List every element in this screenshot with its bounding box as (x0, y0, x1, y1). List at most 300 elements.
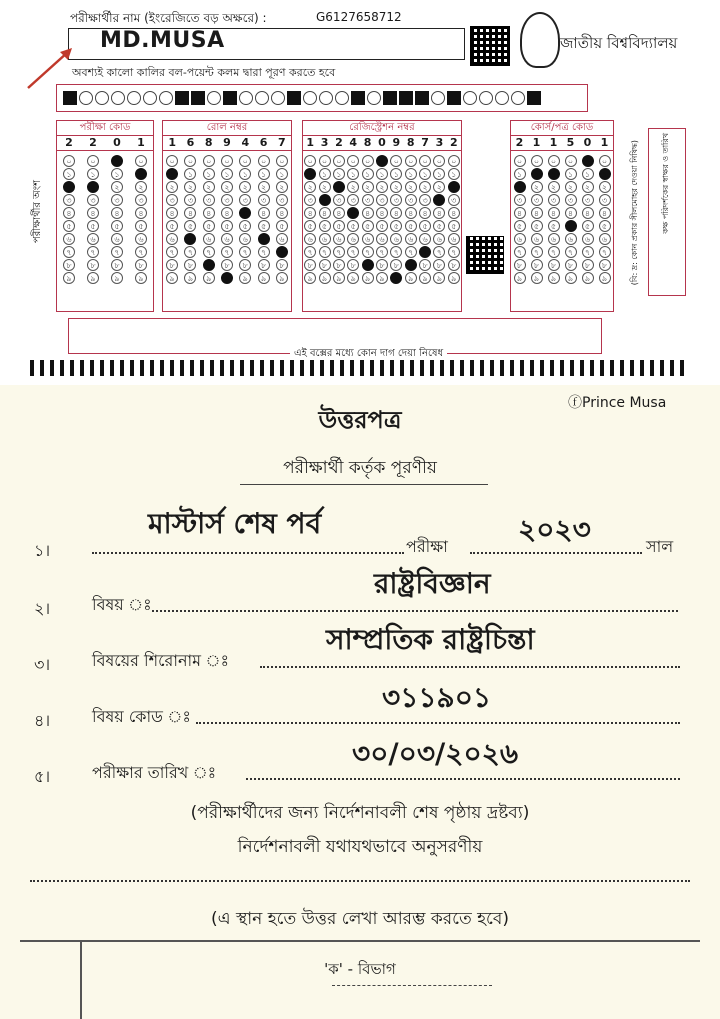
answer-bubble[interactable]: ৩ (221, 194, 233, 206)
answer-bubble[interactable]: ০ (362, 155, 374, 167)
bubble-column[interactable] (184, 155, 196, 284)
answer-bubble[interactable]: ২ (239, 181, 251, 193)
answer-bubble[interactable]: ১ (448, 168, 460, 180)
answer-bubble[interactable]: ৪ (390, 207, 402, 219)
answer-bubble[interactable]: ৮ (258, 259, 270, 271)
answer-bubble[interactable]: ৭ (184, 246, 196, 258)
answer-bubble[interactable]: ১ (376, 168, 388, 180)
answer-bubble[interactable]: ৫ (599, 220, 611, 232)
answer-bubble[interactable]: ০ (63, 155, 75, 167)
answer-bubble[interactable]: ৪ (63, 207, 75, 219)
answer-bubble[interactable]: ৩ (63, 194, 75, 206)
answer-bubble[interactable]: ৩ (514, 194, 526, 206)
answer-bubble[interactable]: ৫ (548, 220, 560, 232)
answer-bubble[interactable]: ২ (599, 181, 611, 193)
bubble-column[interactable] (166, 155, 178, 284)
answer-bubble[interactable]: ০ (166, 155, 178, 167)
answer-bubble[interactable]: ৩ (582, 194, 594, 206)
answer-bubble[interactable]: ৯ (166, 272, 178, 284)
answer-bubble[interactable]: ৬ (548, 233, 560, 245)
answer-bubble[interactable]: ৯ (405, 272, 417, 284)
answer-bubble[interactable]: ৩ (448, 194, 460, 206)
bubble-grid[interactable] (303, 151, 461, 284)
answer-bubble[interactable]: ১ (203, 168, 215, 180)
answer-bubble[interactable]: ৪ (184, 207, 196, 219)
bubble-column[interactable] (221, 155, 233, 284)
answer-bubble[interactable]: ৮ (362, 259, 374, 271)
answer-bubble[interactable]: ২ (531, 181, 543, 193)
answer-bubble[interactable]: ৯ (87, 272, 99, 284)
answer-bubble[interactable]: ৩ (565, 194, 577, 206)
answer-bubble[interactable]: ৫ (433, 220, 445, 232)
bubble-grid[interactable] (511, 151, 613, 284)
answer-bubble[interactable]: ৮ (531, 259, 543, 271)
answer-bubble[interactable]: ৪ (135, 207, 147, 219)
answer-bubble[interactable]: ০ (390, 155, 402, 167)
bubble-column[interactable] (419, 155, 431, 284)
answer-bubble[interactable]: ৩ (203, 194, 215, 206)
answer-bubble[interactable]: ১ (258, 168, 270, 180)
answer-bubble[interactable]: ০ (276, 155, 288, 167)
answer-bubble[interactable]: ৪ (419, 207, 431, 219)
answer-bubble[interactable]: ২ (63, 181, 75, 193)
answer-bubble[interactable]: ৮ (582, 259, 594, 271)
answer-bubble[interactable]: ৫ (304, 220, 316, 232)
answer-bubble[interactable]: ৮ (390, 259, 402, 271)
answer-bubble[interactable]: ৪ (599, 207, 611, 219)
answer-bubble[interactable]: ৩ (184, 194, 196, 206)
answer-bubble[interactable]: ৫ (405, 220, 417, 232)
answer-bubble[interactable]: ২ (87, 181, 99, 193)
answer-bubble[interactable]: ০ (514, 155, 526, 167)
bubble-column[interactable] (239, 155, 251, 284)
answer-bubble[interactable]: ৪ (448, 207, 460, 219)
answer-bubble[interactable]: ০ (87, 155, 99, 167)
answer-bubble[interactable]: ৫ (514, 220, 526, 232)
answer-bubble[interactable]: ০ (203, 155, 215, 167)
answer-bubble[interactable]: ৮ (166, 259, 178, 271)
answer-bubble[interactable]: ৮ (221, 259, 233, 271)
answer-bubble[interactable]: ৩ (87, 194, 99, 206)
course-code-grid[interactable] (510, 120, 614, 312)
answer-bubble[interactable]: ১ (319, 168, 331, 180)
answer-bubble[interactable]: ৬ (565, 233, 577, 245)
answer-bubble[interactable]: ০ (304, 155, 316, 167)
answer-bubble[interactable]: ৪ (239, 207, 251, 219)
answer-bubble[interactable]: ৪ (304, 207, 316, 219)
answer-bubble[interactable]: ৬ (599, 233, 611, 245)
answer-bubble[interactable]: ৫ (166, 220, 178, 232)
answer-bubble[interactable]: ২ (221, 181, 233, 193)
answer-bubble[interactable]: ৯ (599, 272, 611, 284)
answer-bubble[interactable]: ৬ (531, 233, 543, 245)
answer-bubble[interactable]: ২ (514, 181, 526, 193)
answer-bubble[interactable]: ২ (565, 181, 577, 193)
answer-bubble[interactable]: ৩ (239, 194, 251, 206)
answer-bubble[interactable]: ৭ (347, 246, 359, 258)
answer-bubble[interactable]: ৬ (362, 233, 374, 245)
answer-bubble[interactable]: ৩ (111, 194, 123, 206)
answer-bubble[interactable]: ২ (582, 181, 594, 193)
answer-bubble[interactable]: ৭ (582, 246, 594, 258)
answer-bubble[interactable]: ৭ (599, 246, 611, 258)
answer-bubble[interactable]: ২ (347, 181, 359, 193)
answer-bubble[interactable]: ৫ (258, 220, 270, 232)
answer-bubble[interactable]: ১ (548, 168, 560, 180)
answer-bubble[interactable]: ৭ (531, 246, 543, 258)
answer-bubble[interactable]: ৮ (87, 259, 99, 271)
answer-bubble[interactable]: ০ (111, 155, 123, 167)
answer-bubble[interactable]: ৯ (376, 272, 388, 284)
answer-bubble[interactable]: ২ (304, 181, 316, 193)
answer-bubble[interactable]: ৭ (565, 246, 577, 258)
answer-bubble[interactable]: ০ (419, 155, 431, 167)
answer-bubble[interactable]: ৯ (304, 272, 316, 284)
answer-bubble[interactable]: ৩ (166, 194, 178, 206)
bubble-column[interactable] (514, 155, 526, 284)
answer-bubble[interactable]: ৭ (239, 246, 251, 258)
bubble-column[interactable] (276, 155, 288, 284)
answer-bubble[interactable]: ৫ (390, 220, 402, 232)
answer-bubble[interactable]: ০ (184, 155, 196, 167)
answer-bubble[interactable]: ৫ (203, 220, 215, 232)
answer-bubble[interactable]: ৪ (221, 207, 233, 219)
bubble-column[interactable] (347, 155, 359, 284)
answer-bubble[interactable]: ৫ (362, 220, 374, 232)
answer-bubble[interactable]: ৭ (63, 246, 75, 258)
answer-bubble[interactable]: ৯ (319, 272, 331, 284)
answer-bubble[interactable]: ৯ (390, 272, 402, 284)
answer-bubble[interactable]: ৭ (203, 246, 215, 258)
bubble-column[interactable] (319, 155, 331, 284)
answer-bubble[interactable]: ০ (582, 155, 594, 167)
bubble-column[interactable] (87, 155, 99, 284)
answer-bubble[interactable]: ৮ (239, 259, 251, 271)
answer-bubble[interactable]: ৫ (376, 220, 388, 232)
answer-bubble[interactable]: ৭ (390, 246, 402, 258)
bubble-column[interactable] (599, 155, 611, 284)
answer-bubble[interactable]: ৬ (582, 233, 594, 245)
answer-bubble[interactable]: ৯ (531, 272, 543, 284)
bubble-grid[interactable] (57, 151, 153, 284)
answer-bubble[interactable]: ২ (166, 181, 178, 193)
answer-bubble[interactable]: ৬ (63, 233, 75, 245)
answer-bubble[interactable]: ৭ (362, 246, 374, 258)
answer-bubble[interactable]: ৯ (63, 272, 75, 284)
answer-bubble[interactable]: ০ (376, 155, 388, 167)
answer-bubble[interactable]: ৯ (582, 272, 594, 284)
answer-bubble[interactable]: ৪ (565, 207, 577, 219)
answer-bubble[interactable]: ৫ (448, 220, 460, 232)
answer-bubble[interactable]: ২ (390, 181, 402, 193)
answer-bubble[interactable]: ৯ (221, 272, 233, 284)
answer-bubble[interactable]: ৫ (531, 220, 543, 232)
answer-bubble[interactable]: ৪ (405, 207, 417, 219)
answer-bubble[interactable]: ৬ (333, 233, 345, 245)
answer-bubble[interactable]: ১ (362, 168, 374, 180)
answer-bubble[interactable]: ৪ (362, 207, 374, 219)
subject-code-value[interactable]: ৩১১৯০১ (382, 681, 492, 714)
answer-bubble[interactable]: ৮ (433, 259, 445, 271)
subject-title-value[interactable]: সাম্প্রতিক রাষ্ট্রচিন্তা (326, 623, 535, 656)
answer-bubble[interactable]: ৫ (333, 220, 345, 232)
answer-bubble[interactable]: ০ (221, 155, 233, 167)
answer-bubble[interactable]: ৬ (166, 233, 178, 245)
answer-bubble[interactable]: ১ (304, 168, 316, 180)
answer-bubble[interactable]: ০ (448, 155, 460, 167)
answer-bubble[interactable]: ৮ (376, 259, 388, 271)
answer-bubble[interactable]: ৩ (433, 194, 445, 206)
answer-bubble[interactable]: ২ (405, 181, 417, 193)
answer-bubble[interactable]: ০ (333, 155, 345, 167)
answer-bubble[interactable]: ১ (135, 168, 147, 180)
answer-bubble[interactable]: ৬ (111, 233, 123, 245)
answer-bubble[interactable]: ০ (548, 155, 560, 167)
answer-bubble[interactable]: ৫ (419, 220, 431, 232)
answer-bubble[interactable]: ০ (135, 155, 147, 167)
answer-bubble[interactable]: ৬ (514, 233, 526, 245)
answer-bubble[interactable]: ০ (258, 155, 270, 167)
answer-bubble[interactable]: ৪ (531, 207, 543, 219)
answer-bubble[interactable]: ০ (565, 155, 577, 167)
answer-bubble[interactable]: ৩ (347, 194, 359, 206)
bubble-column[interactable] (390, 155, 402, 284)
answer-bubble[interactable]: ৫ (221, 220, 233, 232)
answer-bubble[interactable]: ৯ (258, 272, 270, 284)
answer-bubble[interactable]: ২ (319, 181, 331, 193)
answer-bubble[interactable]: ৩ (531, 194, 543, 206)
answer-bubble[interactable]: ৯ (184, 272, 196, 284)
bubble-column[interactable] (362, 155, 374, 284)
answer-bubble[interactable]: ৪ (333, 207, 345, 219)
answer-bubble[interactable]: ৩ (135, 194, 147, 206)
bubble-column[interactable] (448, 155, 460, 284)
answer-bubble[interactable]: ৭ (258, 246, 270, 258)
answer-bubble[interactable]: ৯ (333, 272, 345, 284)
answer-bubble[interactable]: ৭ (87, 246, 99, 258)
answer-bubble[interactable]: ১ (111, 168, 123, 180)
bubble-column[interactable] (111, 155, 123, 284)
answer-bubble[interactable]: ৮ (276, 259, 288, 271)
answer-bubble[interactable]: ৮ (184, 259, 196, 271)
answer-bubble[interactable]: ২ (362, 181, 374, 193)
exam-date-value[interactable]: ৩০/০৩/২০২৬ (352, 737, 519, 770)
bubble-column[interactable] (582, 155, 594, 284)
answer-bubble[interactable]: ৮ (347, 259, 359, 271)
answer-bubble[interactable]: ৭ (166, 246, 178, 258)
subject-value[interactable]: রাষ্ট্রবিজ্ঞান (374, 567, 491, 600)
answer-bubble[interactable]: ৭ (433, 246, 445, 258)
answer-bubble[interactable]: ৫ (63, 220, 75, 232)
answer-bubble[interactable]: ০ (239, 155, 251, 167)
answer-bubble[interactable]: ২ (548, 181, 560, 193)
answer-bubble[interactable]: ৩ (258, 194, 270, 206)
answer-bubble[interactable]: ৫ (135, 220, 147, 232)
answer-bubble[interactable]: ৭ (333, 246, 345, 258)
answer-bubble[interactable]: ২ (135, 181, 147, 193)
answer-bubble[interactable]: ৬ (184, 233, 196, 245)
answer-bubble[interactable]: ৯ (448, 272, 460, 284)
answer-bubble[interactable]: ৭ (514, 246, 526, 258)
answer-bubble[interactable]: ২ (333, 181, 345, 193)
answer-bubble[interactable]: ৯ (514, 272, 526, 284)
answer-bubble[interactable]: ১ (582, 168, 594, 180)
answer-bubble[interactable]: ৬ (258, 233, 270, 245)
answer-bubble[interactable]: ৪ (514, 207, 526, 219)
answer-bubble[interactable]: ৮ (333, 259, 345, 271)
answer-bubble[interactable]: ৫ (87, 220, 99, 232)
answer-bubble[interactable]: ৬ (276, 233, 288, 245)
bubble-column[interactable] (565, 155, 577, 284)
answer-bubble[interactable]: ০ (347, 155, 359, 167)
answer-bubble[interactable]: ৪ (433, 207, 445, 219)
answer-bubble[interactable]: ৪ (376, 207, 388, 219)
answer-bubble[interactable]: ১ (405, 168, 417, 180)
answer-bubble[interactable]: ২ (258, 181, 270, 193)
answer-bubble[interactable]: ৩ (333, 194, 345, 206)
roll-number-grid[interactable] (162, 120, 292, 312)
answer-bubble[interactable]: ৮ (304, 259, 316, 271)
answer-bubble[interactable]: ২ (376, 181, 388, 193)
answer-bubble[interactable]: ৯ (419, 272, 431, 284)
exam-name-value[interactable]: মাস্টার্স শেষ পর্ব (148, 507, 322, 540)
bubble-column[interactable] (203, 155, 215, 284)
answer-bubble[interactable]: ৮ (548, 259, 560, 271)
answer-bubble[interactable]: ৩ (405, 194, 417, 206)
answer-bubble[interactable]: ৯ (203, 272, 215, 284)
answer-bubble[interactable]: ৭ (135, 246, 147, 258)
answer-bubble[interactable]: ৫ (565, 220, 577, 232)
answer-bubble[interactable]: ৭ (221, 246, 233, 258)
answer-bubble[interactable]: ৬ (433, 233, 445, 245)
answer-bubble[interactable]: ৯ (565, 272, 577, 284)
bubble-column[interactable] (376, 155, 388, 284)
answer-bubble[interactable]: ৭ (405, 246, 417, 258)
answer-bubble[interactable]: ৭ (276, 246, 288, 258)
bubble-column[interactable] (63, 155, 75, 284)
answer-bubble[interactable]: ৪ (258, 207, 270, 219)
answer-bubble[interactable]: ৫ (111, 220, 123, 232)
answer-bubble[interactable]: ৮ (405, 259, 417, 271)
answer-bubble[interactable]: ২ (203, 181, 215, 193)
answer-bubble[interactable]: ৬ (390, 233, 402, 245)
bubble-column[interactable] (433, 155, 445, 284)
answer-bubble[interactable]: ৫ (319, 220, 331, 232)
bubble-column[interactable] (304, 155, 316, 284)
answer-bubble[interactable]: ৬ (203, 233, 215, 245)
answer-bubble[interactable]: ১ (276, 168, 288, 180)
answer-bubble[interactable]: ৪ (87, 207, 99, 219)
answer-bubble[interactable]: ১ (390, 168, 402, 180)
answer-bubble[interactable]: ৭ (111, 246, 123, 258)
answer-bubble[interactable]: ৮ (111, 259, 123, 271)
answer-bubble[interactable]: ৮ (135, 259, 147, 271)
answer-bubble[interactable]: ১ (87, 168, 99, 180)
answer-bubble[interactable]: ০ (433, 155, 445, 167)
answer-bubble[interactable]: ৪ (166, 207, 178, 219)
answer-bubble[interactable]: ৩ (304, 194, 316, 206)
bubble-column[interactable] (531, 155, 543, 284)
answer-bubble[interactable]: ১ (565, 168, 577, 180)
answer-bubble[interactable]: ৮ (63, 259, 75, 271)
answer-bubble[interactable]: ৫ (239, 220, 251, 232)
answer-bubble[interactable]: ৬ (135, 233, 147, 245)
answer-bubble[interactable]: ০ (405, 155, 417, 167)
answer-bubble[interactable]: ৫ (276, 220, 288, 232)
answer-bubble[interactable]: ৬ (239, 233, 251, 245)
answer-bubble[interactable]: ৩ (548, 194, 560, 206)
exam-year-value[interactable]: ২০২৩ (518, 513, 591, 546)
answer-bubble[interactable]: ৮ (319, 259, 331, 271)
registration-number-grid[interactable] (302, 120, 462, 312)
answer-bubble[interactable]: ১ (514, 168, 526, 180)
answer-bubble[interactable]: ২ (433, 181, 445, 193)
answer-bubble[interactable]: ৮ (565, 259, 577, 271)
answer-bubble[interactable]: ১ (333, 168, 345, 180)
answer-bubble[interactable]: ১ (184, 168, 196, 180)
answer-bubble[interactable]: ৯ (135, 272, 147, 284)
bubble-column[interactable] (258, 155, 270, 284)
answer-bubble[interactable]: ২ (419, 181, 431, 193)
answer-bubble[interactable]: ৪ (111, 207, 123, 219)
answer-bubble[interactable]: ১ (221, 168, 233, 180)
answer-bubble[interactable]: ৬ (376, 233, 388, 245)
answer-bubble[interactable]: ৯ (347, 272, 359, 284)
exam-code-grid[interactable] (56, 120, 154, 312)
answer-bubble[interactable]: ০ (319, 155, 331, 167)
answer-bubble[interactable]: ৬ (304, 233, 316, 245)
answer-bubble[interactable]: ০ (599, 155, 611, 167)
answer-bubble[interactable]: ৬ (347, 233, 359, 245)
answer-bubble[interactable]: ২ (111, 181, 123, 193)
answer-bubble[interactable]: ১ (433, 168, 445, 180)
answer-bubble[interactable]: ৮ (448, 259, 460, 271)
answer-bubble[interactable]: ২ (184, 181, 196, 193)
answer-bubble[interactable]: ৪ (582, 207, 594, 219)
answer-bubble[interactable]: ৯ (239, 272, 251, 284)
answer-bubble[interactable]: ৩ (390, 194, 402, 206)
answer-bubble[interactable]: ৯ (111, 272, 123, 284)
answer-bubble[interactable]: ৭ (419, 246, 431, 258)
answer-bubble[interactable]: ১ (599, 168, 611, 180)
answer-bubble[interactable]: ১ (531, 168, 543, 180)
answer-bubble[interactable]: ০ (531, 155, 543, 167)
answer-bubble[interactable]: ৩ (419, 194, 431, 206)
answer-bubble[interactable]: ৮ (419, 259, 431, 271)
answer-bubble[interactable]: ৭ (304, 246, 316, 258)
answer-bubble[interactable]: ৪ (203, 207, 215, 219)
bubble-column[interactable] (135, 155, 147, 284)
answer-bubble[interactable]: ৭ (448, 246, 460, 258)
answer-bubble[interactable]: ১ (63, 168, 75, 180)
answer-bubble[interactable]: ৬ (405, 233, 417, 245)
answer-bubble[interactable]: ৩ (276, 194, 288, 206)
answer-bubble[interactable]: ৯ (433, 272, 445, 284)
bubble-column[interactable] (548, 155, 560, 284)
answer-bubble[interactable]: ৭ (319, 246, 331, 258)
bubble-column[interactable] (405, 155, 417, 284)
answer-bubble[interactable]: ৬ (419, 233, 431, 245)
answer-bubble[interactable]: ৯ (362, 272, 374, 284)
answer-bubble[interactable]: ১ (347, 168, 359, 180)
answer-bubble[interactable]: ৩ (319, 194, 331, 206)
answer-bubble[interactable]: ১ (166, 168, 178, 180)
answer-bubble[interactable]: ৪ (548, 207, 560, 219)
answer-bubble[interactable]: ৪ (347, 207, 359, 219)
answer-bubble[interactable]: ৮ (514, 259, 526, 271)
bubble-grid[interactable] (163, 151, 291, 284)
bubble-column[interactable] (333, 155, 345, 284)
